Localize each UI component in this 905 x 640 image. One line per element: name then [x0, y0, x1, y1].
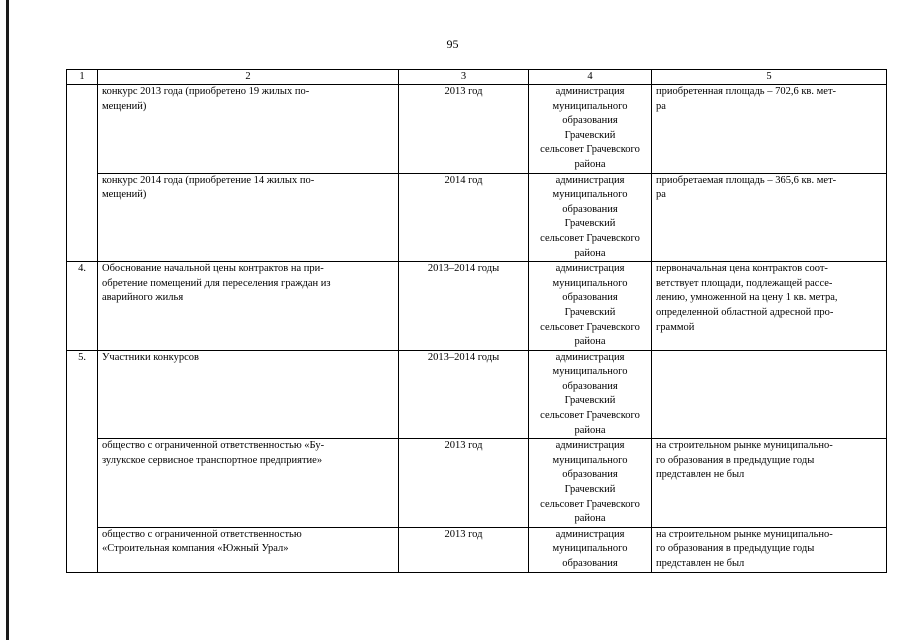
- row-responsible: администрация муниципального образования Грачевский сельсовет Грачевского района: [529, 439, 652, 528]
- table-row: [67, 85, 887, 174]
- row-number: [67, 439, 98, 528]
- table-header-row: [67, 70, 887, 85]
- row-responsible: администрация муниципального образования Грачевский сельсовет Грачевского района: [529, 350, 652, 439]
- table-row: [67, 350, 887, 439]
- row-description: конкурс 2013 года (приобретено 19 жилых по- мещений): [98, 85, 399, 174]
- row-number: [67, 527, 98, 572]
- header-cell-5: 5: [652, 70, 887, 85]
- header-cell-4: 4: [529, 70, 652, 85]
- row-result: приобретенная площадь – 702,6 кв. мет- ра: [652, 85, 887, 174]
- row-responsible: администрация муниципального образования Грачевский сельсовет Грачевского района: [529, 85, 652, 174]
- table-row: [67, 262, 887, 351]
- row-period: 2013 год: [399, 85, 529, 174]
- row-result: на строительном рынке муниципально- го образования в предыдущие годы представлен не был: [652, 439, 887, 528]
- row-period: 2013–2014 годы: [399, 350, 529, 439]
- row-result: первоначальная цена контрактов соот- ветствует площади, подлежащей рассе- лению, умноженной на цену 1 кв. метра, определенной областной адресной про- граммой: [652, 262, 887, 351]
- row-number: [67, 85, 98, 174]
- row-period: 2014 год: [399, 173, 529, 262]
- row-description: общество с ограниченной ответственностью «Строительная компания «Южный Урал»: [98, 527, 399, 572]
- page-number: 95: [446, 37, 459, 51]
- row-period: 2013–2014 годы: [399, 262, 529, 351]
- row-description: Участники конкурсов: [98, 350, 399, 439]
- row-responsible: администрация муниципального образования Грачевский сельсовет Грачевского района: [529, 262, 652, 351]
- row-period: 2013 год: [399, 439, 529, 528]
- row-responsible: администрация муниципального образования: [529, 527, 652, 572]
- row-description: Обоснование начальной цены контрактов на при- обретение помещений для переселения граждан из аварийного жилья: [98, 262, 399, 351]
- row-number: 4.: [67, 262, 98, 351]
- programme-table: [66, 69, 887, 573]
- row-result: на строительном рынке муниципально- го образования в предыдущие годы представлен не был: [652, 527, 887, 572]
- row-responsible: администрация муниципального образования Грачевский сельсовет Грачевского района: [529, 173, 652, 262]
- row-result: [652, 350, 887, 439]
- header-cell-2: 2: [98, 70, 399, 85]
- table-row: [67, 527, 887, 572]
- page-left-edge: [6, 0, 9, 640]
- header-cell-1: 1: [67, 70, 98, 85]
- table-row: [67, 439, 887, 528]
- row-period: 2013 год: [399, 527, 529, 572]
- header-cell-3: 3: [399, 70, 529, 85]
- row-number: [67, 173, 98, 262]
- table-row: [67, 173, 887, 262]
- row-number: 5.: [67, 350, 98, 439]
- row-description: общество с ограниченной ответственностью «Бу- зулукское сервисное транспортное предприятие»: [98, 439, 399, 528]
- row-result: приобретаемая площадь – 365,6 кв. мет- ра: [652, 173, 887, 262]
- row-description: конкурс 2014 года (приобретение 14 жилых по- мещений): [98, 173, 399, 262]
